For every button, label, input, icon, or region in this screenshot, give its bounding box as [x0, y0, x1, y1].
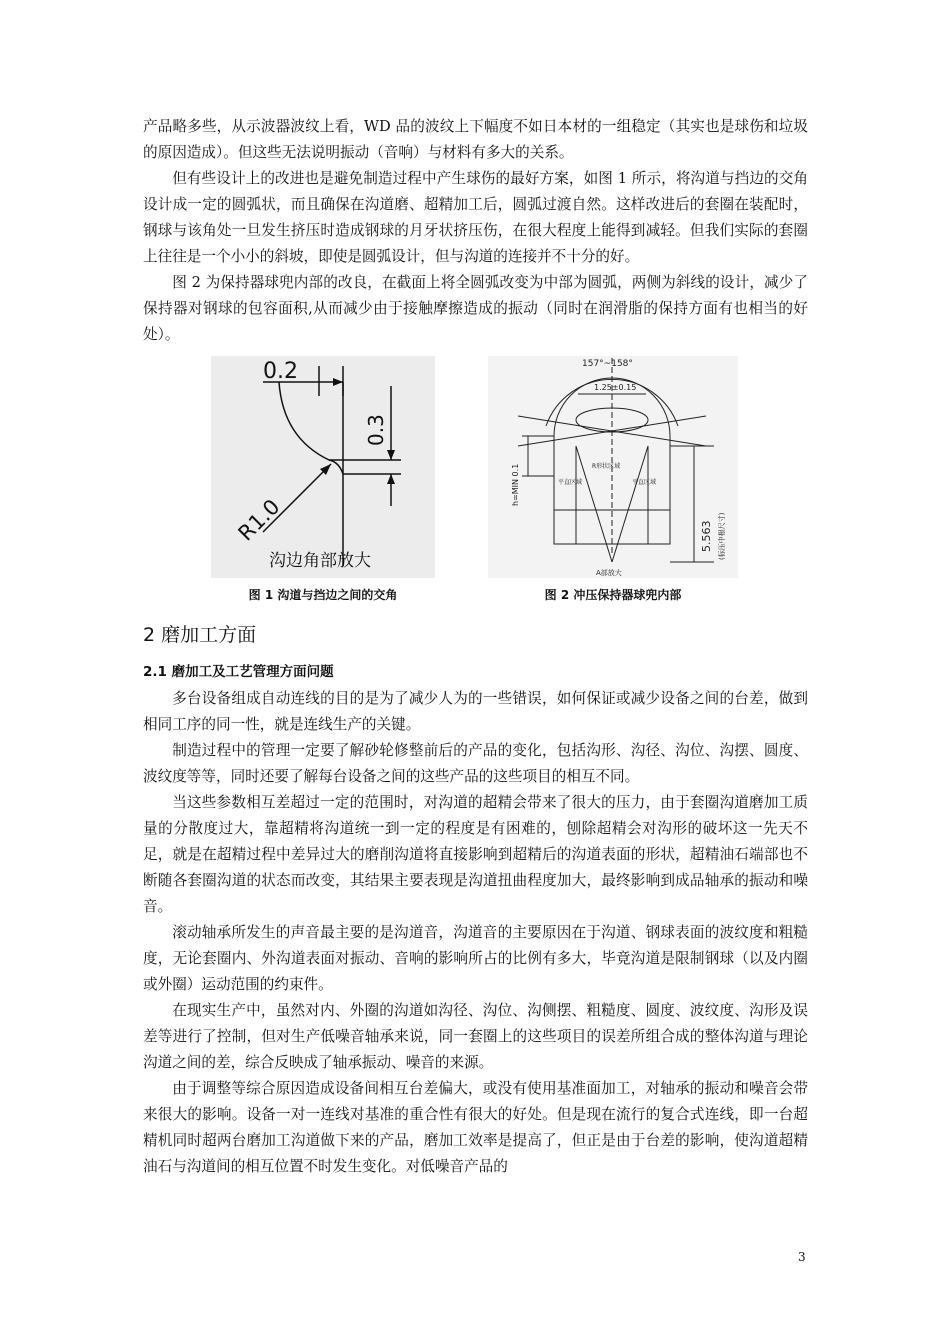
figure-2-label-flat-left: 平直区域	[558, 479, 583, 486]
figure-2-dim-left: h=MIN 0.1	[511, 463, 520, 506]
figure-2-dim-width: 1.25±0.15	[594, 383, 637, 392]
paragraph-9: 由于调整等综合原因造成设备间相互台差偏大，或没有使用基准面加工，对轴承的振动和噪音会带来很大的影响。设备一对一连线对基准的重合性有很大的好处。但是现在流行的复合式连线，即一台超精机同时超两台磨加工沟道做下来的产品，磨加工效率是提高了，但正是由于台差的影响，使沟道超精油石与沟道间的相互位置不时发生变化。对低噪音产品的	[143, 1080, 808, 1175]
figure-1-dim-top: 0.2	[263, 359, 298, 384]
figure-2-dim-angle: 157°~158°	[582, 359, 633, 369]
figure-1-dim-radius: R1.0	[233, 494, 285, 546]
figures-row	[143, 356, 808, 608]
paragraph-8: 在现实生产中，虽然对内、外圈的沟道如沟径、沟位、沟侧摆、粗糙度、圆度、波纹度、沟形及误差等进行了控制，但对生产低噪音轴承来说，同一套圈上的这些项目的误差所组合成的整体沟道与理论沟道之间的差，综合反映成了轴承振动、噪音的来源。	[143, 1002, 808, 1071]
paragraph-2: 但有些设计上的改进也是避免制造过程中产生球伤的最好方案，如图 1 所示，将沟道与挡边的交角设计成一定的圆弧状，而且确保在沟道磨、超精加工后，圆弧过渡自然。这样改进后的套圈在装配时，钢球与该角处一旦发生挤压时造成钢球的月牙状挤压伤，在很大程度上能得到减轻。但我们实际的套圈上往往是一个小小的斜坡，即使是圆弧设计，但与沟道的连接并不十分的好。	[143, 170, 808, 265]
paragraph-3: 图 2 为保持器球兜内部的改良，在截面上将全圆弧改变为中部为圆弧，两侧为斜线的设计，减少了保持器对钢球的包容面积,从而减少由于接触摩擦造成的振动（同时在润滑脂的保持方面有也相当的好处）。	[143, 274, 808, 343]
figure-1-caption: 图 1 沟道与挡边之间的交角	[248, 588, 398, 602]
figure-2-dim-right: 5.563	[700, 520, 713, 552]
figure-2	[488, 356, 738, 603]
figure-1-dim-right: 0.3	[364, 414, 388, 446]
figure-2-label-bottom: A部放大	[596, 569, 622, 577]
page-number: 3	[798, 1250, 806, 1264]
paragraph-1: 产品略多些，从示波器波纹上看，WD 品的波纹上下幅度不如日本材的一组稳定（其实也是球伤和垃圾的原因造成）。但这些无法说明振动（音响）与材料有多大的关系。	[143, 118, 808, 161]
figure-2-svg	[488, 356, 738, 578]
figure-1-label: 沟边角部放大	[269, 551, 371, 571]
figure-2-caption: 图 2 冲压保持器球兜内部	[544, 588, 682, 602]
paragraph-6: 当这些参数相互差超过一定的范围时，对沟道的超精会带来了很大的压力，由于套圈沟道磨加工质量的分散度过大，靠超精将沟道统一到一定的程度是有困难的，刨除超精会对沟形的破坏这一先天不足，就是在超精过程中差异过大的磨削沟道将直接影响到超精后的沟道表面的形状，超精油石端部也不断随各套圈沟道的状态而改变，其结果主要表现是沟道扭曲程度加大，最终影响到成品轴承的振动和噪音。	[143, 794, 808, 915]
figure-1-svg	[211, 356, 435, 578]
subsection-heading: 2.1 磨加工及工艺管理方面问题	[143, 664, 334, 680]
paragraph-4: 多台设备组成自动连线的目的是为了减少人为的一些错误，如何保证或减少设备之间的台差，做到相同工序的同一性，就是连线生产的关键。	[143, 690, 808, 733]
figure-2-label-flat-right: 平直区域	[632, 479, 657, 486]
figure-2-drawing	[488, 356, 738, 578]
paragraph-7: 滚动轴承所发生的声音最主要的是沟道音，沟道音的主要原因在于沟道、钢球表面的波纹度和粗糙度，无论套圈内、外沟道表面对振动、音响的影响所占的比例有多大，毕竟沟道是限制钢球（以及内圈或外圈）运动范围的约束件。	[143, 924, 808, 993]
section-heading: 2 磨加工方面	[143, 624, 257, 646]
figure-2-label-center: R形状区域	[592, 463, 621, 470]
figure-1	[211, 356, 435, 603]
figure-1-drawing	[211, 356, 435, 578]
page-content	[143, 114, 808, 1180]
figure-2-dim-right-note: (标压中根尺寸)	[718, 512, 726, 560]
paragraph-5: 制造过程中的管理一定要了解砂轮修整前后的产品的变化，包括沟形、沟径、沟位、沟摆、圆度、波纹度等等，同时还要了解每台设备之间的这些产品的这些项目的相互不同。	[143, 742, 808, 785]
